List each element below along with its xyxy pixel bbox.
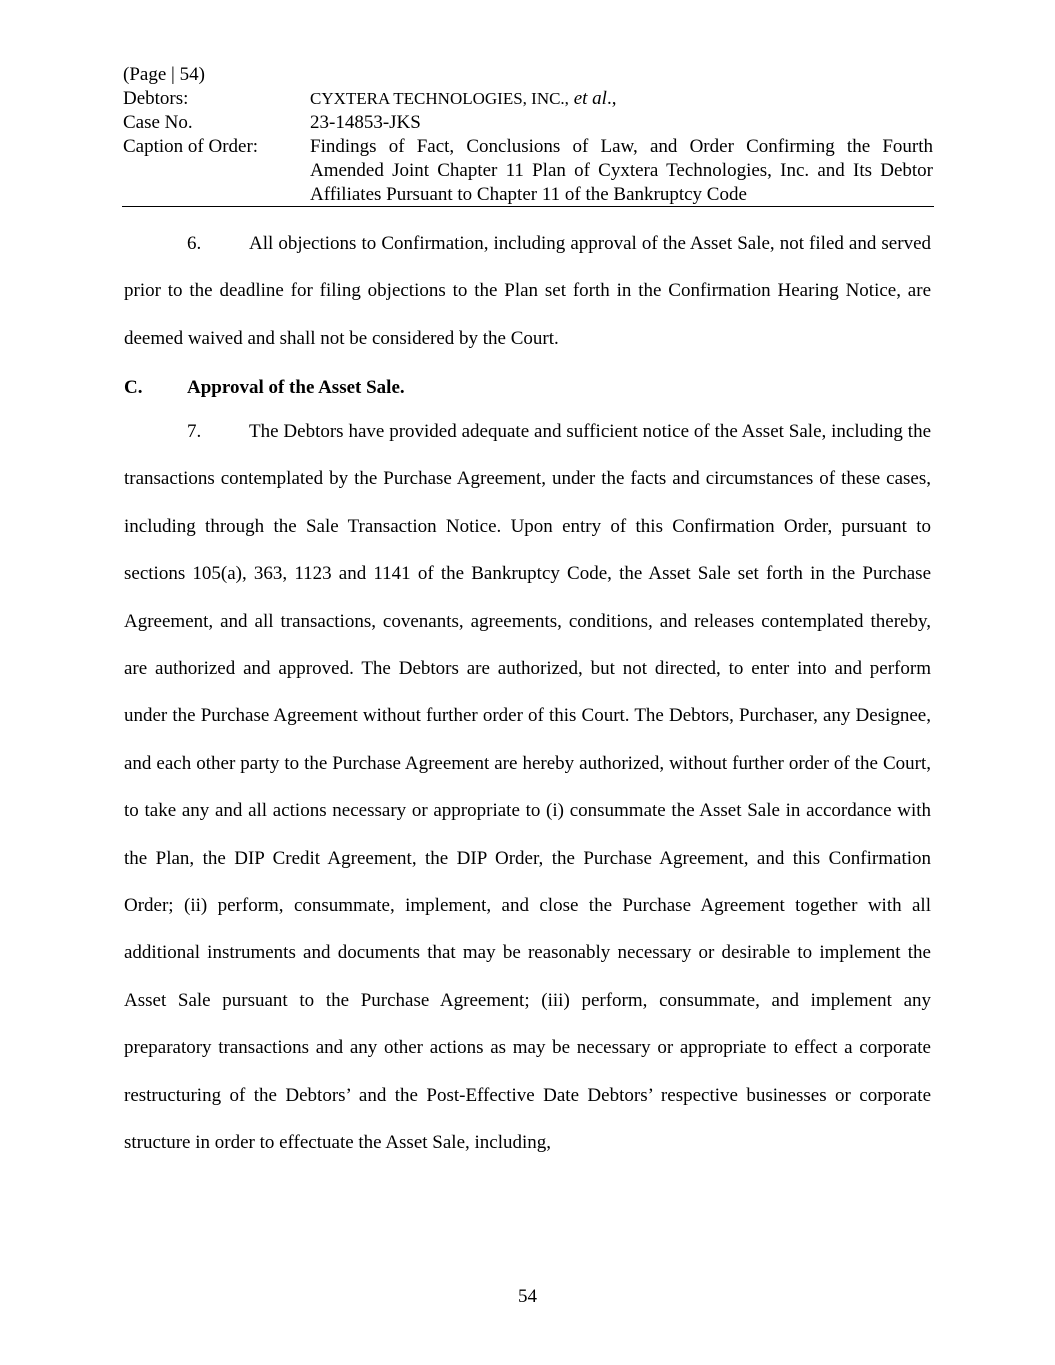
paragraph-7-number: 7. (187, 421, 202, 442)
debtors-label: Debtors: (123, 88, 189, 109)
caption-row (123, 135, 933, 207)
paragraph-7-content (124, 408, 931, 1167)
paragraph-7-text: The Debtors have provided adequate and sufficient notice of the Asset Sale, including the transactions contemplated by the Purchase Agreement, under the facts and circumstances of these cases, including through the Sale Transaction Notice. Upon entry of this Confirmation Order, pursuant to sections 105(a), 363, 1123 and 1141 of the Bankruptcy Code, the Asset Sale set forth in the Purchase Agreement, and all transactions, covenants, agreements, conditions, and releases contemplated thereby, are authorized and approved. The Debtors are authorized, but not directed, to enter into and perform under the Purchase Agreement without further order of this Court. The Debtors, Purchaser, any Designee, and each other party to the Purchase Agreement are hereby authorized, without further order of the Court, to take any and all actions necessary or appropriate to (i) consummate the Asset Sale in accordance with the Plan, the DIP Credit Agreement, the DIP Order, the Purchase Agreement, and this Confirmation Order; (ii) perform, consummate, implement, and close the Purchase Agreement together with all additional instruments and documents that may be reasonably necessary or desirable to implement the Asset Sale pursuant to the Purchase Agreement; (iii) perform, consummate, and implement any preparatory transactions and any other actions as may be necessary or appropriate to effect a corporate restructuring of the Debtors’ and the Post-Effective Date Debtors’ respective businesses or corporate structure in order to effectuate the Asset Sale, including, (124, 421, 931, 1154)
paragraph-6 (124, 220, 931, 362)
page-reference: (Page | 54) (123, 64, 205, 85)
section-c-heading-content (124, 364, 931, 411)
paragraph-6-number: 6. (187, 233, 202, 254)
case-number-label: Case No. (123, 112, 193, 133)
case-number-row (123, 111, 933, 135)
header-divider (122, 206, 934, 207)
case-number-value: 23-14853-JKS (310, 112, 421, 133)
section-c-letter: C. (124, 377, 143, 398)
page-number: 54 (518, 1286, 537, 1307)
debtors-name: CYXTERA TECHNOLOGIES, INC., (310, 89, 569, 108)
caption-value: Findings of Fact, Conclusions of Law, and Order Confirming the Fourth Amended Joint Chapter 11 Plan of Cyxtera Technologies, Inc. and Its Debtor Affiliates Pursuant to Chapter 11 of the Bankruptcy Code (310, 136, 933, 205)
debtors-value (310, 87, 933, 111)
paragraph-6-text: All objections to Confirmation, including approval of the Asset Sale, not filed and served prior to the deadline for filing objections to the Plan set forth in the Confirmation Hearing Notice, are deemed waived and shall not be considered by the Court. (124, 233, 931, 349)
paragraph-7 (124, 408, 931, 1167)
caption-label: Caption of Order: (123, 136, 259, 157)
section-c-title: Approval of the Asset Sale. (187, 377, 405, 398)
document-header (123, 63, 933, 207)
debtors-suffix: ., (606, 88, 617, 109)
page-reference-row (123, 63, 933, 87)
debtors-row (123, 87, 933, 111)
debtors-et-al: et al (573, 88, 607, 109)
paragraph-6-content (124, 220, 931, 362)
section-c-heading (124, 364, 931, 411)
